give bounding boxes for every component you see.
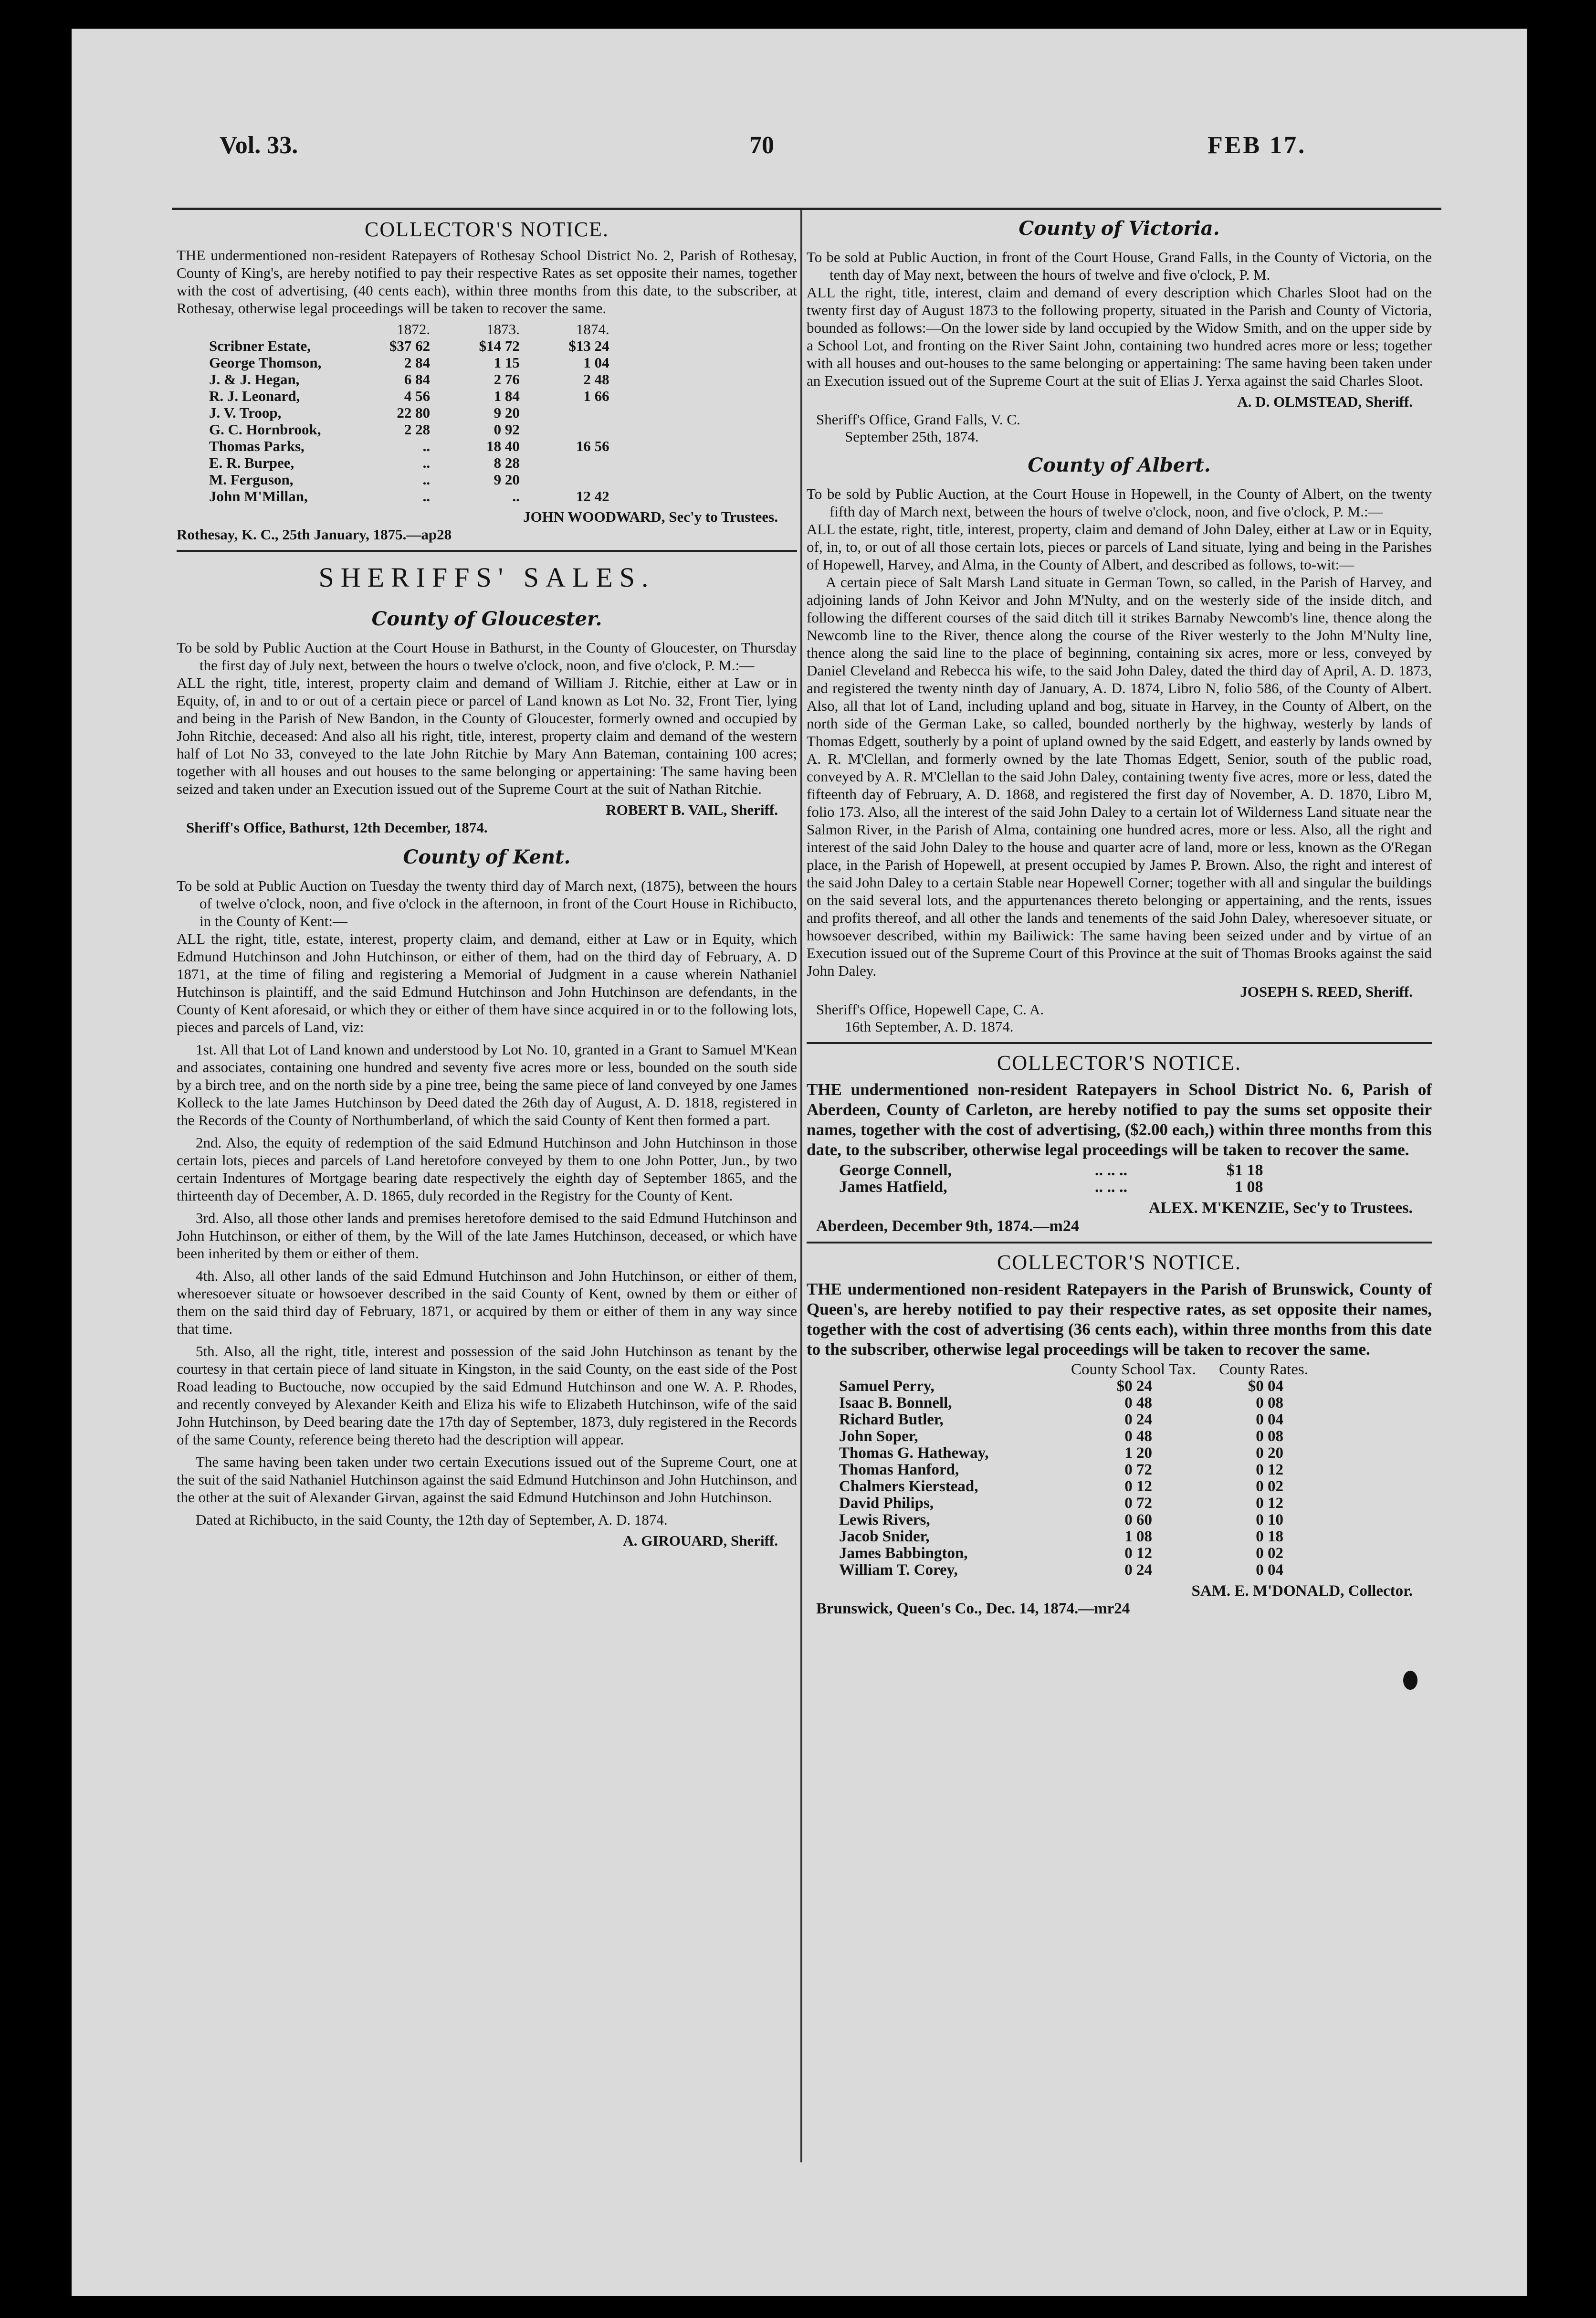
execution-statement: The same having been taken under two certain Executions issued out of the Supreme Court, one at the suit of the said Nathaniel Hutchinson against the said Edmund Hutchinson and John Hutchinson, and the other at the suit of Alexander Girvan, against the said Edmund Hutchinson and John Hutchinson. [177,1454,797,1506]
notice-body: THE undermentioned non-resident Ratepayers of Rothesay School District No. 2, Parish of Rothesay, County of King's, are hereby notified to pay their respective Rates as set opposite their names, together with the cost of advertising, (40 cents each), within three months from this date, to the subscriber, at Rothesay, otherwise legal proceedings will be taken to recover the same. [177,247,797,316]
lot-second: 2nd. Also, the equity of redemption of the said Edmund Hutchinson and John Hutchinson in those certain lots, pieces and parcels of Land heretofore conveyed by them to one John Potter, Jun., by two certain Indentures of Mortgage bearing date respectively the eighth day of September 1865, and the thirteenth day of December, A. D. 1865, duly recorded in the Registry for the County of Kent. [177,1134,797,1204]
notice-body: THE undermentioned non-resident Ratepayers in the Parish of Brunswick, County of Queen's, are hereby notified to pay their respective rates, as set opposite their names, together with the cost of advertising (36 cents each), within three months from this date to the subscriber, otherwise legal proceedings will be taken to recover the same. [807,1280,1432,1359]
county-gloucester-notice [177,608,797,836]
year-1872: 1872. [397,321,430,337]
county-heading: County of Gloucester. [371,608,602,630]
volume-number: Vol. 33. [220,132,298,159]
sale-announcement: To be sold by Public Auction at the Court House in Bathurst, in the County of Gloucester, on Thursday the first day of July next, between the hours o twelve o'clock, noon, and five o'clock, P. M.:— [177,639,797,674]
lot-first: 1st. All that Lot of Land known and understood by Lot No. 10, granted in a Grant to Samuel M'Kean and associates, containing one hundred and seventy five acres more or less, bounded on the south side by a birch tree, and on the north side by a pine tree, being the same piece of land conveyed by one James Kolleck to the late James Hutchinson by Deed dated the 26th day of August, A. D. 1818, registered in the Records of the County of Northumberland, of which the said County of Kent then formed a part. [177,1041,797,1128]
notice-dateline: Brunswick, Queen's Co., Dec. 14, 1874.—mr24 [816,1600,1130,1617]
table-row: James Hatfield, .. .. .. 1 08 [839,1178,1263,1196]
section-rule [807,1242,1432,1243]
sheriffs-sales-title: SHERIFFS' SALES. [318,562,655,593]
table-row: R. J. Leonard, 4 56 1 84 1 66 [209,388,609,404]
notice-heading: COLLECTOR'S NOTICE. [997,1251,1241,1274]
table-row: Chalmers Kierstead, 0 12 0 02 [839,1478,1284,1495]
table-row: J. V. Troop, 22 80 9 20 [209,404,520,421]
county-rates-header: County Rates. [1219,1361,1309,1378]
sale-description: ALL the right, title, interest, claim and demand of every description which Charles Sloot had on the twenty first day of August 1873 to the following property, situated in the Parish and County of Victoria, bounded as follows:—On the lower side by land occupied by the Widow Smith, and on the upper side by a School Lot, and fronting on the River Saint John, containing two hundred acres more or less; together with all houses and out-houses to the same belonging or appertaining: The same having been taken under an Execution issued out of the Supreme Court at the suit of Elias J. Yerxa against the said Charles Sloot. [807,284,1432,389]
county-victoria-notice [807,217,1432,445]
table-row: William T. Corey, 0 24 0 04 [839,1561,1284,1579]
sheriff-office: Sheriff's Office, Grand Falls, V. C. [816,411,1020,428]
section-rule [177,550,797,552]
property-description: A certain piece of Salt Marsh Land situate in German Town, so called, in the Parish of Harvey, and adjoining lands of John Keivor and John M'Nulty, and on the westerly side of the inside ditch, and following the different courses of the said ditch till it strikes Barnaby Newcomb's line, thence along the Newcomb line to the River, thence along the course of the River westerly to the John M'Nulty line, thence along the said line to the place of beginning, containing six acres, more or less, conveyed by Daniel Cleveland and Rebecca his wife, to the said John Daley, dated the third day of April, A. D. 1873, and registered the twenty ninth day of January, A. D. 1874, Libro N, folio 586, of the County of Albert. Also, all that lot of Land, including upland and bog, situate in Harvey, in the County of Albert, on the north side of the German Lake, so called, bounded northerly by the highway, westerly by lands of Thomas Edgett, southerly by a point of upland owned by the said Edgett, and easterly by lands owned by A. R. M'Clellan, and formerly owned by the late Thomas Edgett, Senior, south of the public road, conveyed by A. R. M'Clellan to the said John Daley, containing twenty five acres, more or less, dated the fifteenth day of February, A. D. 1868, and registered the first day of November, A. D. 1870, Libro M, folio 173. Also, all the interest of the said John Daley to a certain lot of Wilderness Land situate near the Salmon River, in the Parish of Alma, containing one hundred acres, more or less. Also, all the right and interest of the said John Daley to the house and quarter acre of land, more or less, known as the O'Regan place, in the Parish of Hopewell, at present occupied by James P. Brown. Also, the right and interest of the said John Daley to a certain Stable near Hopewell Corner; together with all and singular the buildings on the said several lots, and the appurtenances thereto belonging or appertaining, and the rents, issues and profits thereof, and all other the lands and tenements of the said John Daley, wheresoever situate, or howsoever described, within my Bailiwick: The same having been seized under and by virtue of an Execution issued out of the Supreme Court of this Province at the suit of Thomas Brooks against the said John Daley. [807,574,1432,979]
sheriff-signature: JOSEPH S. REED, Sheriff. [1240,983,1413,1000]
county-heading: County of Albert. [1028,454,1211,476]
table-row: J. & J. Hegan, 6 84 2 76 2 48 [209,371,609,388]
table-row: Jacob Snider, 1 08 0 18 [839,1528,1284,1545]
column-divider [800,210,802,2162]
county-heading: County of Victoria. [1018,217,1220,240]
table-header-row [835,1361,1312,1378]
rates-table [835,1162,1267,1195]
notice-body: THE undermentioned non-resident Ratepayers in School District No. 6, Parish of Aberdeen, County of Carleton, are hereby notified to pay the sums set opposite their names, together with the cost of advertising, ($2.00 each,) within three months from this date, to the subscriber, otherwise legal proceedings will be taken to recover the same. [807,1080,1432,1159]
sheriff-office: Sheriff's Office, Hopewell Cape, C. A. [816,1001,1044,1018]
county-kent-notice [177,846,797,1549]
table-row: E. R. Burpee, .. 8 28 [209,454,520,471]
table-row: James Babbington, 0 12 0 02 [839,1545,1284,1562]
sale-description: ALL the right, title, interest, property claim and demand of William J. Ritchie, either at Law or in Equity, of, in and to or out of a certain piece or parcel of Land known as Lot No. 32, Front Tier, lying and being in the Parish of New Bandon, in the County of Gloucester, formerly owned and occupied by John Ritchie, deceased: And also all his right, title, interest, property claim and demand of the western half of Lot No 33, conveyed to the late John Ritchie by Mary Ann Bateman, containing 100 acres; together with all houses and out houses to the same belonging or appertaining: The same having been seized and taken under an Execution issued out of the Supreme Court at the suit of Nathan Ritchie. [177,674,797,797]
lot-third: 3rd. Also, all those other lands and premises heretofore demised to the said Edmund Hutchinson and John Hutchinson, or either of them, by the Will of the late James Hutchinson, deceased, or which have been inherited by them or either of them. [177,1210,797,1262]
section-rule [807,1042,1432,1044]
table-row: Isaac B. Bonnell, 0 48 0 08 [839,1394,1284,1412]
notice-dateline: Rothesay, K. C., 25th January, 1875.—ap28 [177,526,452,543]
sale-announcement: To be sold at Public Auction, in front of the Court House, Grand Falls, in the County of Victoria, on the tenth day of May next, between the hours of twelve and five o'clock, P. M. [807,249,1432,283]
table-row: George Connell, .. .. .. $1 18 [839,1161,1263,1179]
table-row: M. Ferguson, .. 9 20 [209,471,520,488]
notice-heading: COLLECTOR'S NOTICE. [364,218,609,241]
dated-line: Dated at Richibucto, in the said County, the 12th day of September, A. D. 1874. [196,1511,668,1528]
sheriff-office: Sheriff's Office, Bathurst, 12th December, 1874. [186,819,488,836]
sale-announcement: To be sold by Public Auction, at the Court House in Hopewell, in the County of Albert, on the twenty fifth day of March next, between the hours of twelve o'clock, noon, and five o'clock, P. M.:— [807,485,1432,520]
table-row: David Philips, 0 72 0 12 [839,1495,1284,1512]
sale-description: ALL the estate, right, title, interest, property, claim and demand of John Daley, either at Law or in Equity, of, in, to, or out of all those certain lots, pieces or parcels of Land situate, lying and being in the Parishes of Hopewell, Harvey, and Alma, in the County of Albert, and described as follows, to-wit:— [807,521,1432,573]
lot-fourth: 4th. Also, all other lands of the said Edmund Hutchinson and John Hutchinson, or either of them, wheresoever situate or howsoever described in the said County of Kent, owned by them or either of them on the said third day of February, 1871, or acquired by them or either of them in any way since that time. [177,1267,797,1337]
office-date: September 25th, 1874. [845,428,979,445]
notice-heading: COLLECTOR'S NOTICE. [997,1051,1241,1075]
county-heading: County of Kent. [403,846,571,868]
issue-date: FEB 17. [1208,132,1307,159]
notice-signature: SAM. E. M'DONALD, Collector. [1191,1582,1413,1600]
sale-description: ALL the right, title, estate, interest, property claim, and demand, either at Law or in Equity, which Edmund Hutchinson and John Hutchinson, or either of them, had on the third day of February, A. D 1871, at the time of filing and registering a Memorial of Judgment in a cause wherein Nathaniel Hutchinson is plaintiff, and the said Edmund Hutchinson and John Hutchinson are defendants, in the County of Kent aforesaid, or which they or either of them have since acquired in or to the following lots, pieces and parcels of Land, viz: [177,930,797,1035]
table-row: George Thomson, 2 84 1 15 1 04 [209,354,609,371]
collector-notice-brunswick [807,1250,1432,1618]
notice-dateline: Aberdeen, December 9th, 1874.—m24 [816,1217,1079,1235]
table-row: Richard Butler, 0 24 0 04 [839,1411,1284,1428]
office-date: 16th September, A. D. 1874. [845,1018,1014,1035]
table-row: John M'Millan, .. .. 12 42 [209,488,609,505]
table-row: Scribner Estate, $37 62 $14 72 $13 24 [209,337,609,354]
margin-blot [1403,1671,1418,1690]
year-1873: 1873. [486,321,520,337]
left-column [177,217,797,1549]
table-row: Thomas Parks, .. 18 40 16 56 [209,438,609,454]
table-row: Samuel Perry, $0 24 $0 04 [839,1378,1284,1395]
right-column [807,217,1432,1618]
collector-notice-aberdeen [807,1051,1432,1235]
page-number: 70 [749,132,774,159]
notice-signature: ALEX. M'KENZIE, Sec'y to Trustees. [1148,1199,1413,1217]
year-1874: 1874. [576,321,609,337]
table-row: G. C. Hornbrook, 2 28 0 92 [209,421,520,438]
school-tax-header: County School Tax. [1071,1361,1197,1378]
table-header-row [205,321,613,337]
header-rule [172,208,1441,210]
sheriff-signature: A. GIROUARD, Sheriff. [623,1532,778,1549]
newspaper-page [72,29,1527,2296]
collector-notice-rothesay [177,217,797,543]
county-albert-notice [807,454,1432,1035]
sale-announcement: To be sold at Public Auction on Tuesday the twenty third day of March next, (1875), between the hours of twelve o'clock, noon, and five o'clock in the afternoon, in front of the Court House in Richibucto, in the County of Kent:— [177,877,797,929]
table-row: Thomas G. Hatheway, 1 20 0 20 [839,1444,1284,1462]
sheriff-signature: ROBERT B. VAIL, Sheriff. [606,801,778,818]
table-row: Lewis Rivers, 0 60 0 10 [839,1511,1284,1528]
table-row: Thomas Hanford, 0 72 0 12 [839,1461,1284,1478]
rates-table [205,321,613,505]
notice-signature: JOHN WOODWARD, Sec'y to Trustees. [523,508,778,525]
lot-fifth: 5th. Also, all the right, title, interest and possession of the said John Hutchinson as tenant by the courtesy in that certain piece of land situate in Kingston, in the said County, on the east side of the Post Road leading to Buctouche, now occupied by the said Edmund Hutchinson and one W. A. P. Rhodes, and recently conveyed by Alexander Keith and Eliza his wife to Elizabeth Hutchinson, wife of the said John Hutchinson, by Deed bearing date the 17th day of September, 1873, duly registered in the Records of the same County, reference being thereto had the description will appear. [177,1343,797,1448]
rates-table [835,1361,1312,1579]
table-row: John Soper, 0 48 0 08 [839,1428,1284,1445]
sheriff-signature: A. D. OLMSTEAD, Sheriff. [1237,393,1413,410]
